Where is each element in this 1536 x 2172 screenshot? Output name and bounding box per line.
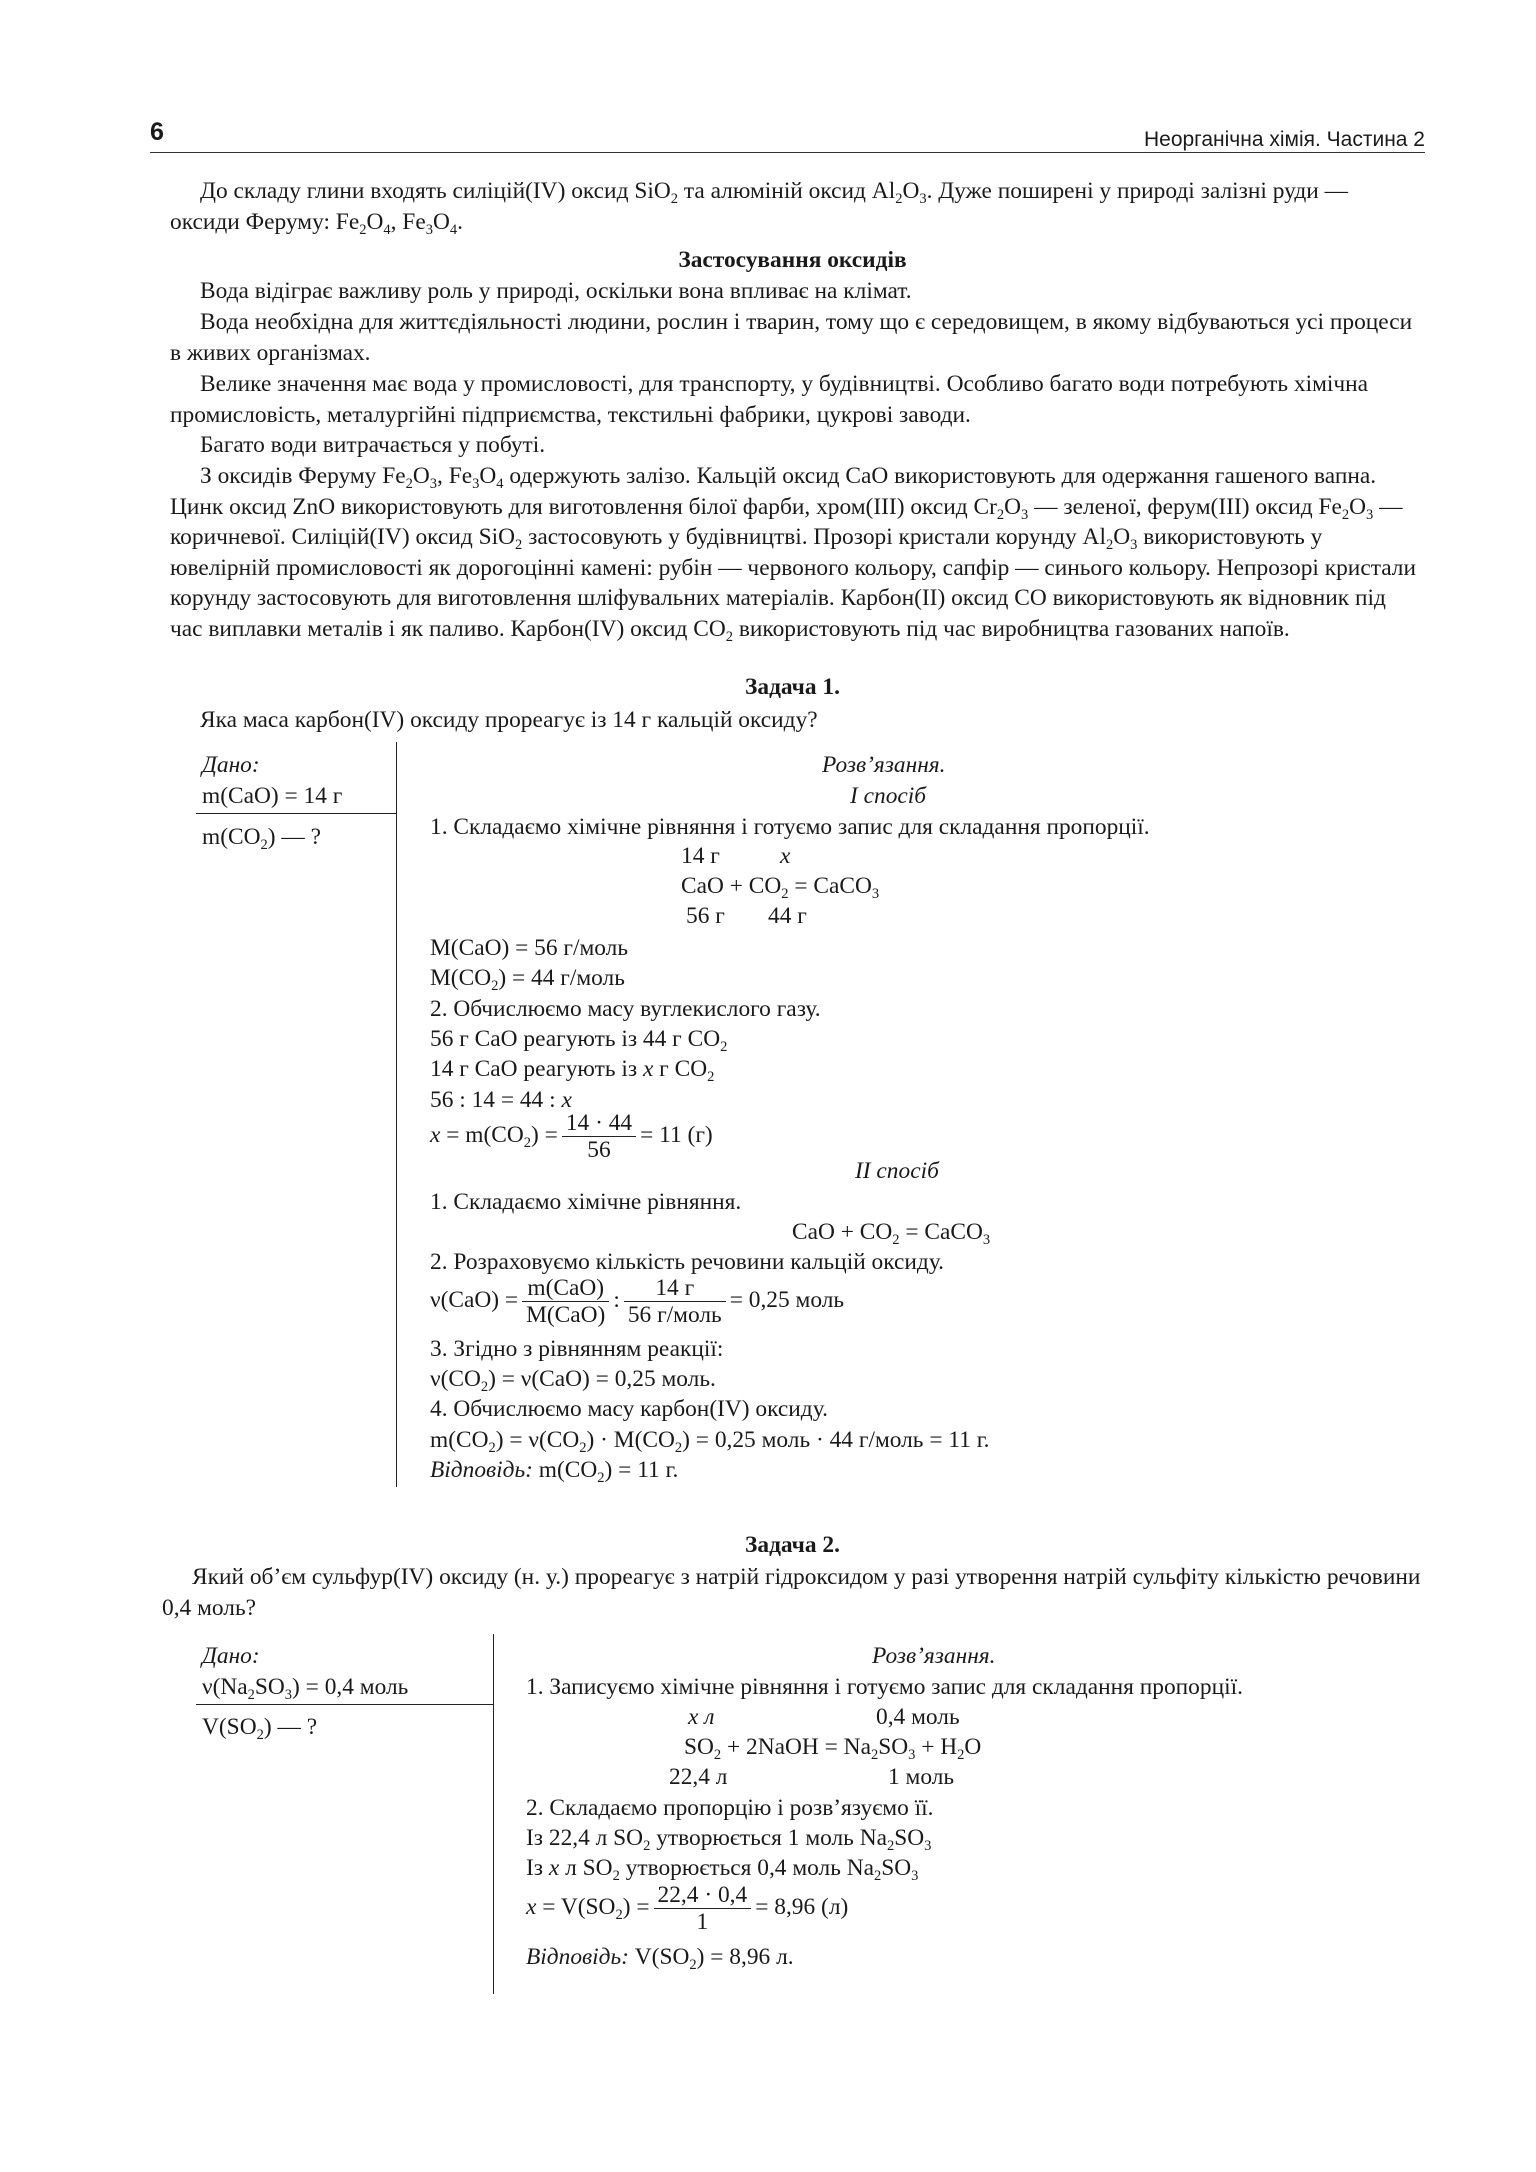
task2-given-value: $\nu(Na_2SO_3) = 0,4$ моль bbox=[202, 1674, 409, 1704]
paragraph-household: Багато води витрачається у побуті. bbox=[200, 432, 546, 458]
task2-solution-label: Розв’язання. bbox=[872, 1643, 996, 1669]
task1-m2-step3: 3. Згідно з рівнянням реакції: bbox=[430, 1336, 724, 1362]
page-header bbox=[150, 112, 1425, 153]
task1-react-line1: 56 г CaO реагують із 44 г $CO_2$ bbox=[430, 1026, 728, 1056]
task2-divider-vertical bbox=[493, 1634, 494, 1994]
task1-nu-co2: $\nu(CO_2) = \nu(CaO) = 0,25$ моль. bbox=[430, 1366, 716, 1396]
task2-below-na2so3: 1 моль bbox=[888, 1764, 955, 1790]
task2-question: Який об’єм сульфур(IV) оксиду (н. у.) прореагує з натрій гідроксидом у разі утворення натрій сульфіту кількістю речовини 0,4 моль? bbox=[162, 1564, 1421, 1621]
task1-nu-fraction2: $\frac{14 г}{\text{56 г/моль}}$ bbox=[624, 1275, 726, 1328]
task1-m2-step1: 1. Складаємо хімічне рівняння. bbox=[430, 1189, 742, 1215]
running-title: Неорганічна хімія. Частина 2 bbox=[1143, 128, 1425, 151]
task1-method2-label: II спосіб bbox=[855, 1158, 939, 1184]
task1-above-co2: x bbox=[780, 843, 791, 869]
task2-given-label: Дано: bbox=[202, 1643, 260, 1669]
section-title: Застосування оксидів bbox=[678, 247, 907, 273]
task1-step2: 2. Обчислюємо масу вуглекислого газу. bbox=[430, 996, 821, 1022]
task1-m2-step2: 2. Розраховуємо кількість речовини кальцій оксиду. bbox=[430, 1249, 945, 1275]
task2-fraction: $\frac{22,4 \cdot 0,4}{1}$ bbox=[654, 1882, 752, 1935]
paragraph-climate: Вода відіграє важливу роль у природі, оскільки вона впливає на клімат. bbox=[200, 278, 912, 304]
task1-proportion: 56 : 14 = 44 : x bbox=[430, 1087, 572, 1113]
task2-proportion-line1: Із 22,4 л $SO_2$ утворюється 1 моль $Na_2SO_3$ bbox=[526, 1825, 932, 1855]
task1-divider-vertical bbox=[396, 742, 397, 1487]
task2-step2: 2. Складаємо пропорцію і розв’язуємо її. bbox=[526, 1795, 934, 1821]
task1-step1: 1. Складаємо хімічне рівняння і готуємо запис для складання пропорції. bbox=[430, 814, 1150, 840]
task1-amount-calculation: ν(CaO) = $\frac{\text{m(CaO)}}{\text{M(CaO)}}$ : $\frac{14 г}{\text{56 г/моль}}$ = 0,25 моль bbox=[430, 1275, 845, 1328]
task2-proportion-line2: Із x л $SO_2$ утворюється 0,4 моль $Na_2SO_3$ bbox=[526, 1855, 919, 1885]
task2-equation: $SO_2$ + 2NaOH = $Na_2SO_3 + H_2O$ bbox=[684, 1734, 982, 1764]
paragraph-industry: Велике значення має вода у промисловості, для транспорту, у будівництві. Особливо багато води потребують хімічна промисловість, металургійні підприємства, текстильні фабрики, цукрові заводи. bbox=[170, 371, 1369, 428]
task2-step1: 1. Записуємо хімічне рівняння і готуємо запис для складання пропорції. bbox=[526, 1674, 1243, 1700]
page-number: 6 bbox=[150, 118, 164, 146]
task1-method1-label: I спосіб bbox=[850, 783, 927, 809]
task1-molar-co2: $M(CO_2) = 44$ г/моль bbox=[430, 965, 625, 995]
task1-answer: Відповідь: $m(CO_2) = 11$ г. bbox=[430, 1457, 679, 1487]
task1-calculation: $x = m(CO_2)$ = $\frac{14 \cdot 44}{56}$ = 11 (г) bbox=[430, 1110, 713, 1163]
task1-title: Задача 1. bbox=[745, 674, 840, 700]
task2-above-na2so3: 0,4 моль bbox=[876, 1704, 960, 1730]
task1-solution-label: Розв’язання. bbox=[822, 752, 946, 778]
task2-above-so2: x л bbox=[688, 1704, 715, 1730]
task1-given-value: m(CaO) = 14 г bbox=[202, 783, 343, 809]
task1-m2-equation: CaO + $CO_2$ = CaCO$_3$ bbox=[792, 1219, 991, 1249]
task1-equation: CaO + $CO_2$ = CaCO$_3$ bbox=[681, 873, 880, 903]
task2-title: Задача 2. bbox=[745, 1532, 840, 1558]
task2-divider-horizontal bbox=[196, 1704, 493, 1705]
task2-calculation: $x = V(SO_2)$ = $\frac{22,4 \cdot 0,4}{1}$ = 8,96 (л) bbox=[526, 1882, 849, 1935]
task1-divider-horizontal bbox=[196, 813, 396, 814]
task1-below-co2: 44 г bbox=[768, 903, 807, 929]
task1-react-line2: 14 г CaO реагують із x г $CO_2$ bbox=[430, 1056, 715, 1086]
paragraph-oxide-uses: З оксидів Феруму $Fe_2O_3$, $Fe_3O_4$ одержують залізо. Кальцій оксид CaO використовують для одержання гашеного вапна. Цинк оксид ZnO використовують для виготовлення білої фарби, хром(III) оксид $Cr_2O_3$ — зеленої, ферум(III) оксид $Fe_2O_3$ — коричневої. Силіцій(IV) оксид SiO$_2$ застосовують у будівництві. Прозорі кристали корунду $Al_2O_3$ використовують у ювелірній промисловості як дорогоцінні камені: рубін — червоного кольору, сапфір — синього кольору. Непрозорі кристали корунду застосовують для виготовлення шліфувальних матеріалів. Карбон(II) оксид CO використовують як відновник під час виплавки металів і як паливо. Карбон(IV) оксид $CO_2$ використовують під час виробництва газованих напоїв. bbox=[170, 463, 1416, 646]
task1-find: $m(CO_2)$ — ? bbox=[202, 824, 321, 854]
paragraph-life: Вода необхідна для життєдіяльності людини, рослин і тварин, тому що є середовищем, в якому відбуваються усі процеси в живих організмах. bbox=[170, 309, 1413, 366]
task2-below-so2: 22,4 л bbox=[669, 1764, 728, 1790]
task1-fraction: $\frac{14 \cdot 44}{56}$ bbox=[562, 1110, 636, 1163]
task1-question: Яка маса карбон(IV) оксиду прореагує із 14 г кальцій оксиду? bbox=[200, 707, 818, 733]
task1-mass-calculation: $m(CO_2) = \nu(CO_2) \cdot M(CO_2) = 0,25$ моль · 44 г/моль = 11 г. bbox=[430, 1427, 990, 1457]
intro-paragraph: До складу глини входять силіцій(IV) оксид SiO$_2$ та алюміній оксид $Al_2O_3$. Дуже поширені у природі залізні руди — оксиди Феруму: $Fe_2O_4$, $Fe_3O_4$. bbox=[170, 178, 1349, 238]
task1-below-cao: 56 г bbox=[686, 903, 725, 929]
task1-molar-cao: M(CaO) = 56 г/моль bbox=[430, 935, 628, 961]
task2-find: $V(SO_2)$ — ? bbox=[202, 1714, 318, 1744]
task2-answer: Відповідь: $V(SO_2) = 8,96$ л. bbox=[526, 1944, 794, 1974]
task1-above-cao: 14 г bbox=[681, 843, 720, 869]
task1-given-label: Дано: bbox=[202, 752, 260, 778]
task1-m2-step4: 4. Обчислюємо масу карбон(IV) оксиду. bbox=[430, 1396, 828, 1422]
task1-nu-fraction1: $\frac{\text{m(CaO)}}{\text{M(CaO)}}$ bbox=[522, 1275, 609, 1328]
